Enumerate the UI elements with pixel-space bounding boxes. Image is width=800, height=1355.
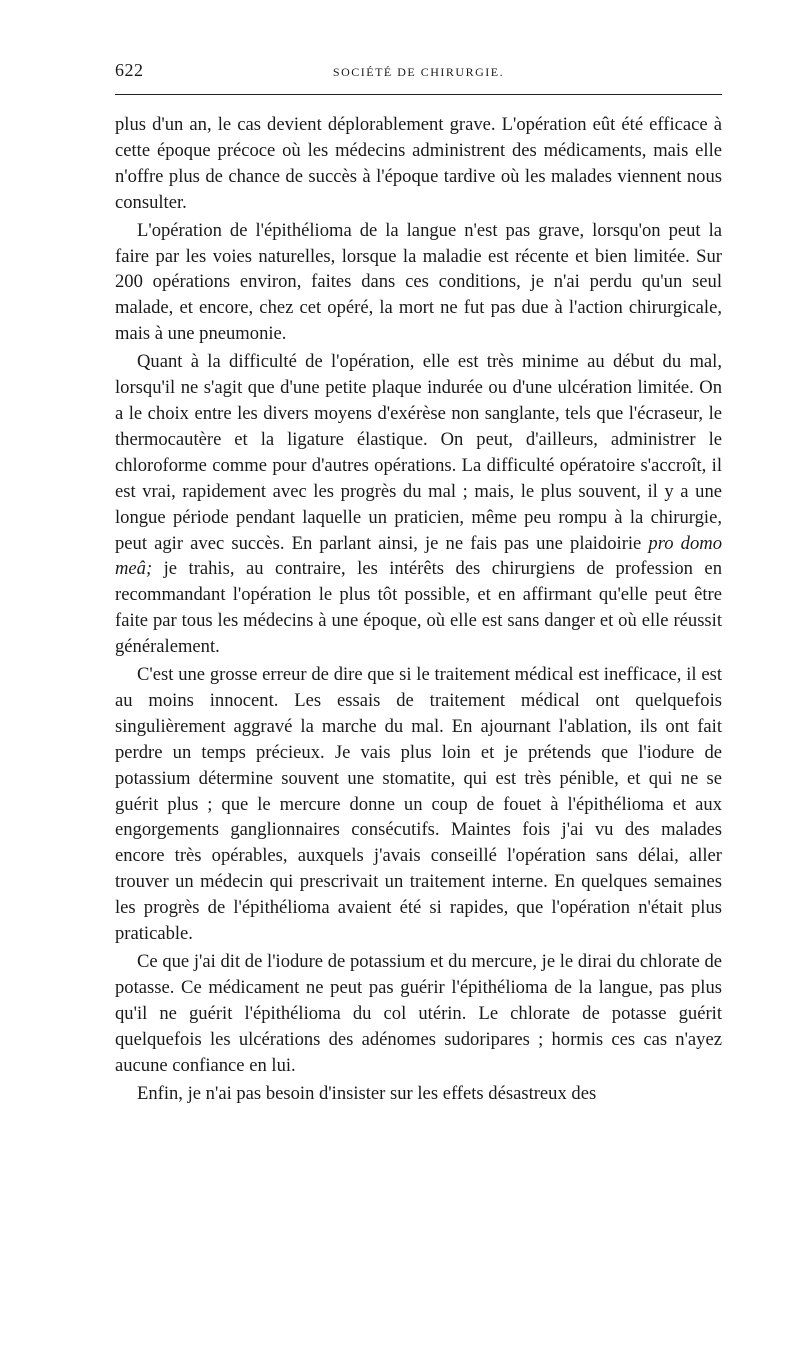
paragraph-chlorate: Ce que j'ai dit de l'iodure de potassium et du mercure, je le dirai du chlorate de potasse. Ce médicament ne peut pas guérir l'épithélioma de la langue, pas plus qu'il ne guérit l'épithélioma du col utérin. Le chlorate de potasse guérit quelquefois les ulcérations des adénomes sudoripares ; hormis ces cas n'ayez aucune confiance en lui. <box>115 951 722 1076</box>
page-header <box>115 58 722 88</box>
paragraph-final: Enfin, je n'ai pas besoin d'insister sur les effets désastreux des <box>137 1082 597 1104</box>
latin-phrase: pro domo meâ; <box>115 532 722 580</box>
paragraph-operation-risk: L'opération de l'épithélioma de la langue n'est pas grave, lorsqu'on peut la faire par les voies naturelles, lorsque la maladie est récente et bien limitée. Sur 200 opérations environ, faites dans ces conditions, je n'ai perdu qu'un seul malade, et encore, chez cet opéré, la mort ne fut pas due à l'action chirurgicale, mais à une pneumonie. <box>115 219 722 345</box>
page-number: 622 <box>115 60 144 80</box>
paragraph-text-after-italic: je trahis, au contraire, les intérêts des chirurgiens de profession en recommandant l'opération le plus tôt possible, et en affirmant qu'elle peut être faite par tous les médecins à une époque, où elle est sans danger et où elle réussit généralement. <box>115 558 722 658</box>
paragraph-medical-treatment: C'est une grosse erreur de dire que si le traitement médical est inefficace, il est au moins innocent. Les essais de traitement médical ont quelquefois singulièrement aggravé la marche du mal. En ajournant l'ablation, ils ont fait perdre un temps précieux. Je vais plus loin et je prétends que l'iodure de potassium détermine souvent une stomatite, qui est très pénible, et qui ne se guérit plus ; que le mercure donne un coup de fouet à l'épithélioma et aux engorgements ganglionnaires consécutifs. Maintes fois j'ai vu des malades encore très opérables, auxquels j'avais conseillé l'opération sans délai, aller trouver un médecin qui prescrivait un traitement interne. En quelques semaines les progrès de l'épithélioma avaient été si rapides, que l'opération n'était plus praticable. <box>115 664 722 945</box>
running-head: SOCIÉTÉ DE CHIRURGIE. <box>332 65 505 79</box>
paragraph-text-before-italic: Quant à la difficulté de l'opération, elle est très minime au début du mal, lorsqu'il ne s'agit que d'une petite plaque indurée ou d'une ulcération limitée. On a le choix entre les divers moyens d'exérèse non sanglante, tels que l'écraseur, le thermocautère et la ligature élastique. On peut, d'ailleurs, administrer le chloroforme comme pour d'autres opérations. La difficulté opératoire s'accroît, il est vrai, rapidement avec les progrès du mal ; mais, le plus souvent, il y a une longue période pendant laquelle un praticien, même peu rompu à la chirurgie, peut agir avec succès. En parlant ainsi, je ne fais pas une plaidoirie <box>115 351 722 554</box>
paragraph-continuation: plus d'un an, le cas devient déplorablement grave. L'opération eût été efficace à cette époque précoce où les médecins administrent des médicaments, mais elle n'offre plus de chance de succès à l'époque tardive où les malades viennent nous consulter. <box>115 114 722 213</box>
body-text <box>115 112 722 1108</box>
header-rule <box>115 94 722 95</box>
paragraph-operation-difficulty <box>115 349 722 660</box>
